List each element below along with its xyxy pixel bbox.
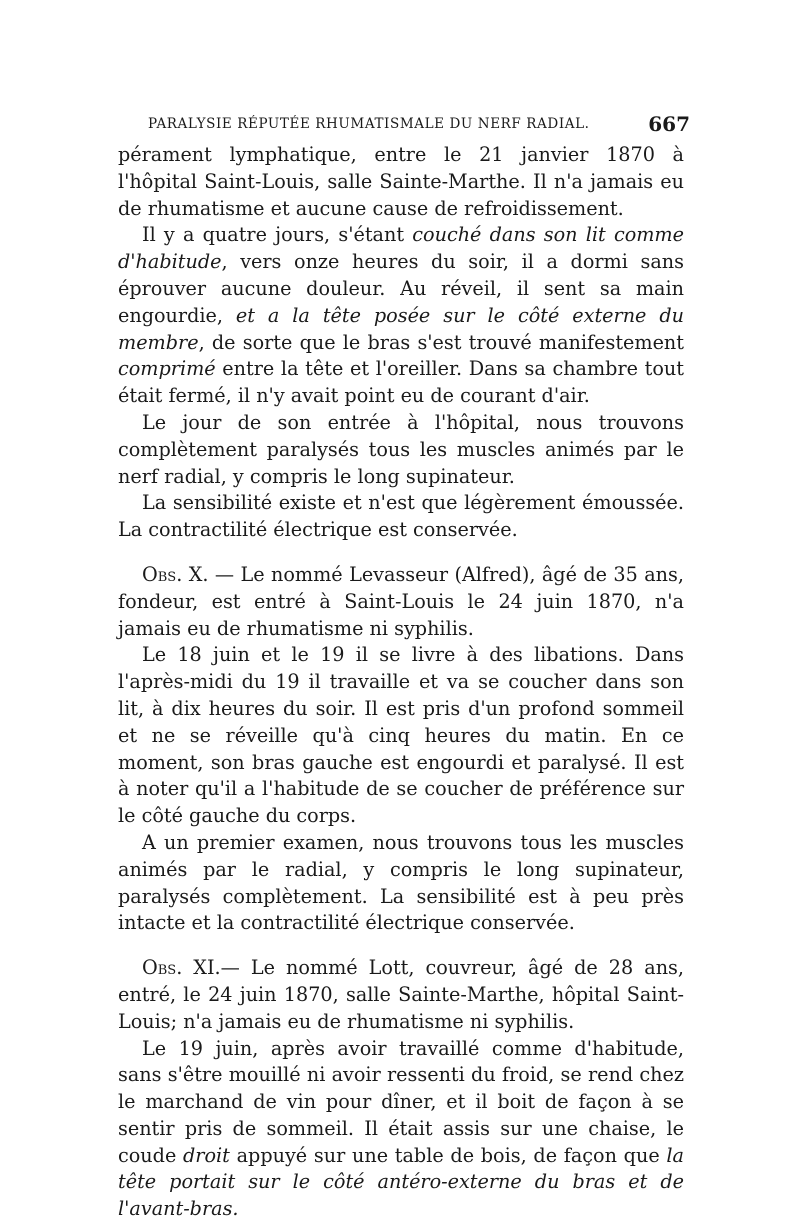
paragraph-text: , vers onze heures du soir, il a dormi sans éprouver aucune douleur. Au réveil, il sent sa main engourdie,	[118, 250, 684, 327]
paragraph-text: Le 18 juin et le 19 il se livre à des libations. Dans l'après-midi du 19 il travaille et va se coucher dans son lit, à dix heures du soir. Il est pris d'un profond sommeil et ne se réveille qu'à cinq heures du matin. En ce moment, son bras gauche est engourdi et paralysé. Il est à noter qu'il a l'habitude de se coucher de préférence sur le côté gauche du corps.	[118, 643, 684, 827]
page-header	[148, 112, 688, 138]
italic-phrase: et a la tête posée sur le côté externe du membre	[118, 304, 684, 354]
observation-label: Obs. XI.	[142, 956, 221, 979]
observation-xi	[118, 955, 684, 1035]
paragraph-onset	[118, 222, 684, 410]
paragraph-june-19	[118, 1036, 684, 1223]
paragraph-text: — Le nommé Lott, couvreur, âgé de 28 ans, entré, le 24 juin 1870, salle Sainte-Marthe, hôpital Saint-Louis; n'a jamais eu de rhumatisme ni syphilis.	[118, 956, 684, 1033]
italic-phrase: la tête portait sur le côté antéro-externe du bras et de l'avant-bras.	[118, 1144, 684, 1221]
paragraph-text: pérament lymphatique, entre le 21 janvier 1870 à l'hôpital Saint-Louis, salle Sainte-Marthe. Il n'a jamais eu de rhumatisme et aucune cause de refroidissement.	[118, 143, 684, 220]
paragraph-text: — Le nommé Levasseur (Alfred), âgé de 35 ans, fondeur, est entré à Saint-Louis le 24 juin 1870, n'a jamais eu de rhumatisme ni syphilis.	[118, 563, 684, 640]
paragraph-text: entre la tête et l'oreiller. Dans sa chambre tout était fermé, il n'y avait point eu de courant d'air.	[118, 357, 684, 407]
running-title: PARALYSIE RÉPUTÉE RHUMATISMALE DU NERF RADIAL.	[148, 116, 590, 132]
paragraph-continuation	[118, 142, 684, 222]
paragraph-first-exam	[118, 830, 684, 937]
page-number: 667	[648, 112, 690, 136]
italic-phrase: couché dans son lit comme d'habitude	[118, 223, 684, 273]
observation-label: Obs. X.	[142, 563, 208, 586]
paragraph-text: Il y a quatre jours, s'étant	[142, 223, 412, 246]
paragraph-text: , de sorte que le bras s'est trouvé manifestement	[199, 331, 684, 354]
paragraph-sensibility	[118, 490, 684, 544]
observation-x	[118, 562, 684, 642]
paragraph-text: appuyé sur une table de bois, de façon que	[230, 1144, 667, 1167]
italic-phrase: comprimé	[118, 357, 216, 380]
body-text	[118, 142, 684, 1223]
paragraph-text: A un premier examen, nous trouvons tous les muscles animés par le radial, y compris le long supinateur, paralysés complètement. La sensibilité est à peu près intacte et la contractilité électrique conservée.	[118, 831, 684, 934]
paragraph-libations	[118, 642, 684, 830]
paragraph-text: La sensibilité existe et n'est que légèrement émoussée. La contractilité électrique est conservée.	[118, 491, 684, 541]
paragraph-text: Le jour de son entrée à l'hôpital, nous trouvons complètement paralysés tous les muscles animés par le nerf radial, y compris le long supinateur.	[118, 411, 684, 488]
paragraph-text: Le 19 juin, après avoir travaillé comme d'habitude, sans s'être mouillé ni avoir ressenti du froid, se rend chez le marchand de vin pour dîner, et il boit de façon à se sentir pris de sommeil. Il était assis sur une chaise, le coude	[118, 1037, 684, 1167]
paragraph-admission	[118, 410, 684, 490]
italic-phrase: droit	[183, 1144, 230, 1167]
